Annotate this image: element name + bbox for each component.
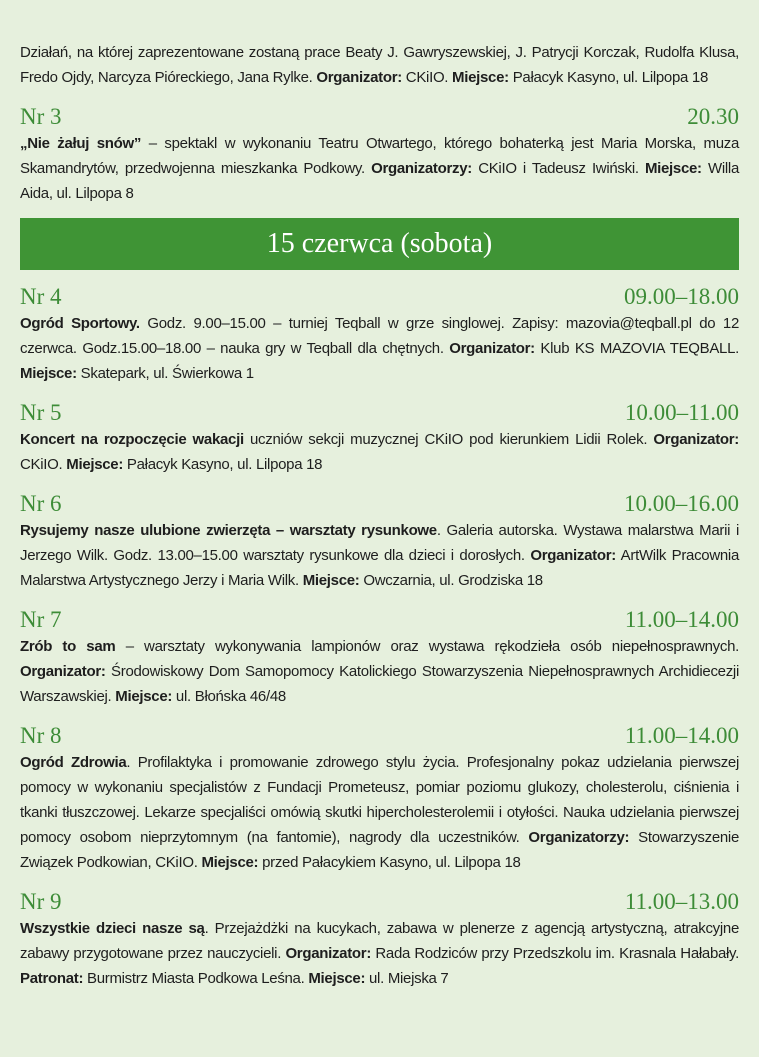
text-run: . Galeria autorska. Wystawa malarstwa Marii i Jerzego Wilk. Godz. 13.00–15.00 warsztaty rysunkowe dla dzieci i dorosłych. [20, 522, 739, 564]
entry-time: 11.00–13.00 [624, 889, 739, 914]
entry-time: 20.30 [687, 104, 739, 129]
entry-header [20, 283, 739, 311]
text-run: – warsztaty wykonywania lampionów oraz wystawa rękodzieła osób niepełnosprawnych. [115, 638, 739, 655]
text-run: ul. Błońska 46/48 [172, 688, 286, 705]
entry-header [20, 490, 739, 518]
bold-label: Miejsce: [302, 572, 360, 589]
program-entry [20, 888, 739, 991]
entry-number: Nr 9 [20, 889, 62, 914]
text-run: Willa Aida, ul. Lilpopa 8 [20, 160, 739, 202]
bold-label: Organizator: [285, 945, 372, 962]
bold-label: Miejsce: [644, 160, 702, 177]
text-run: – spektakl w wykonaniu Teatru Otwartego, którego bohaterką jest Maria Morska, muza Skamandrytów, przedwojenna mieszkanka Podkowy. [20, 135, 739, 177]
bold-label: Organizator: [530, 547, 616, 564]
text-run: . Profilaktyka i promowanie zdrowego stylu życia. Profesjonalny pokaz udzielania pierwszej pomocy w wykonaniu specjalistów z Fundacji Prometeusz, pomiar poziomu glukozy, cholesterolu, ciśnienia i tkanki tłuszczowej. Lekarze specjaliści omówią skutki hipercholesterolemii i otyłości. Nauka udzielania pierwszej pomocy osobom nieprzytomnym (na fantomie), nagrody dla uczestników. [20, 754, 740, 846]
intro-paragraph [20, 0, 739, 90]
entry-number: Nr 6 [20, 491, 62, 516]
entry-time: 10.00–16.00 [624, 491, 739, 516]
bold-label: Miejsce: [20, 365, 77, 382]
entries-after [20, 283, 739, 991]
entry-description [20, 131, 739, 206]
date-banner: 15 czerwca (sobota) [20, 218, 739, 270]
bold-label: Organizator: [449, 340, 535, 357]
bold-label: Organizatorzy: [528, 829, 630, 846]
bold-label: Rysujemy nasze ulubione zwierzęta – warsztaty rysunkowe [20, 522, 437, 539]
entry-description [20, 518, 739, 593]
text-run: Skatepark, ul. Świerkowa 1 [76, 365, 254, 382]
entry-header [20, 888, 739, 916]
entry-description [20, 311, 739, 386]
program-entry [20, 606, 739, 709]
bold-label: Organizator: [20, 663, 106, 680]
bold-label: Koncert na rozpoczęcie wakacji [20, 431, 244, 448]
bold-label: Zrób to sam [20, 638, 116, 655]
text-run: uczniów sekcji muzycznej CKiIO pod kierunkiem Lidii Rolek. [243, 431, 654, 448]
text-run: Środowiskowy Dom Samopomocy Katolickiego Stowarzyszenia Niepełnosprawnych Archidiecezji Warszawskiej. [20, 663, 739, 705]
entry-time: 09.00–18.00 [624, 284, 739, 309]
entries-before [20, 103, 739, 206]
bold-label: Miejsce: [115, 688, 173, 705]
bold-label: Patronat: [20, 970, 84, 987]
text-run: CKiIO. [401, 69, 453, 86]
program-entry [20, 103, 739, 206]
entry-description [20, 427, 739, 477]
bold-label: Miejsce: [201, 854, 259, 871]
bold-label: „Nie żałuj snów” [20, 135, 142, 152]
text-run: Pałacyk Kasyno, ul. Lilpopa 18 [508, 69, 709, 86]
program-entry [20, 283, 739, 386]
bold-label: Ogród Zdrowia [20, 754, 127, 771]
text-run: Stowarzyszenie Związek Podkowian, CKiIO. [20, 829, 739, 871]
program-entry [20, 722, 739, 875]
bold-label: Organizator: [653, 431, 739, 448]
program-entry [20, 490, 739, 593]
entry-header [20, 606, 739, 634]
entry-number: Nr 7 [20, 607, 62, 632]
entry-time: 11.00–14.00 [624, 607, 739, 632]
entry-description [20, 916, 739, 991]
entry-header [20, 103, 739, 131]
text-run: ul. Miejska 7 [365, 970, 449, 987]
bold-label: Wszystkie dzieci nasze są [20, 920, 205, 937]
bold-label: Organizator: [316, 69, 402, 86]
entry-header [20, 399, 739, 427]
program-entry [20, 399, 739, 477]
entry-time: 11.00–14.00 [624, 723, 739, 748]
text-run: . Przejażdżki na kucykach, zabawa w plenerze z agencją artystyczną, atrakcyjne zabawy przygotowane przez nauczycieli. [20, 920, 739, 962]
entry-description [20, 634, 739, 709]
text-run: Rada Rodziców przy Przedszkolu im. Krasnala Hałabały. [371, 945, 740, 962]
bold-label: Organizatorzy: [371, 160, 472, 177]
bold-label: Ogród Sportowy. [20, 315, 140, 332]
bold-label: Miejsce: [66, 456, 124, 473]
text-run: CKiIO i Tadeusz Iwiński. [471, 160, 645, 177]
entry-number: Nr 5 [20, 400, 62, 425]
text-run: Godz. 9.00–15.00 – turniej Teqball w grze singlowej. Zapisy: mazovia@teqball.pl do 12 czerwca. Godz.15.00–18.00 – nauka gry w Teqball dla chętnych. [20, 315, 739, 357]
intro-text [20, 40, 739, 90]
text-run: Pałacyk Kasyno, ul. Lilpopa 18 [123, 456, 323, 473]
entry-number: Nr 3 [20, 104, 62, 129]
entry-description [20, 750, 739, 875]
text-run: przed Pałacykiem Kasyno, ul. Lilpopa 18 [258, 854, 521, 871]
entry-time: 10.00–11.00 [624, 400, 739, 425]
bold-label: Miejsce: [452, 69, 509, 86]
entry-number: Nr 4 [20, 284, 62, 309]
text-run: Działań, na której zaprezentowane zostaną prace Beaty J. Gawryszewskiej, J. Patrycji Korczak, Rudolfa Klusa, Fredo Ojdy, Narcyza Pióreckiego, Jana Rylke. [20, 44, 739, 86]
text-run: Owczarnia, ul. Grodziska 18 [359, 572, 543, 589]
text-run: Klub KS MAZOVIA TEQBALL. [534, 340, 740, 357]
entry-number: Nr 8 [20, 723, 62, 748]
text-run: Burmistrz Miasta Podkowa Leśna. [83, 970, 309, 987]
bold-label: Miejsce: [308, 970, 366, 987]
text-run: CKiIO. [20, 456, 67, 473]
entry-header [20, 722, 739, 750]
text-run: ArtWilk Pracownia Malarstwa Artystycznego Jerzy i Maria Wilk. [20, 547, 739, 589]
